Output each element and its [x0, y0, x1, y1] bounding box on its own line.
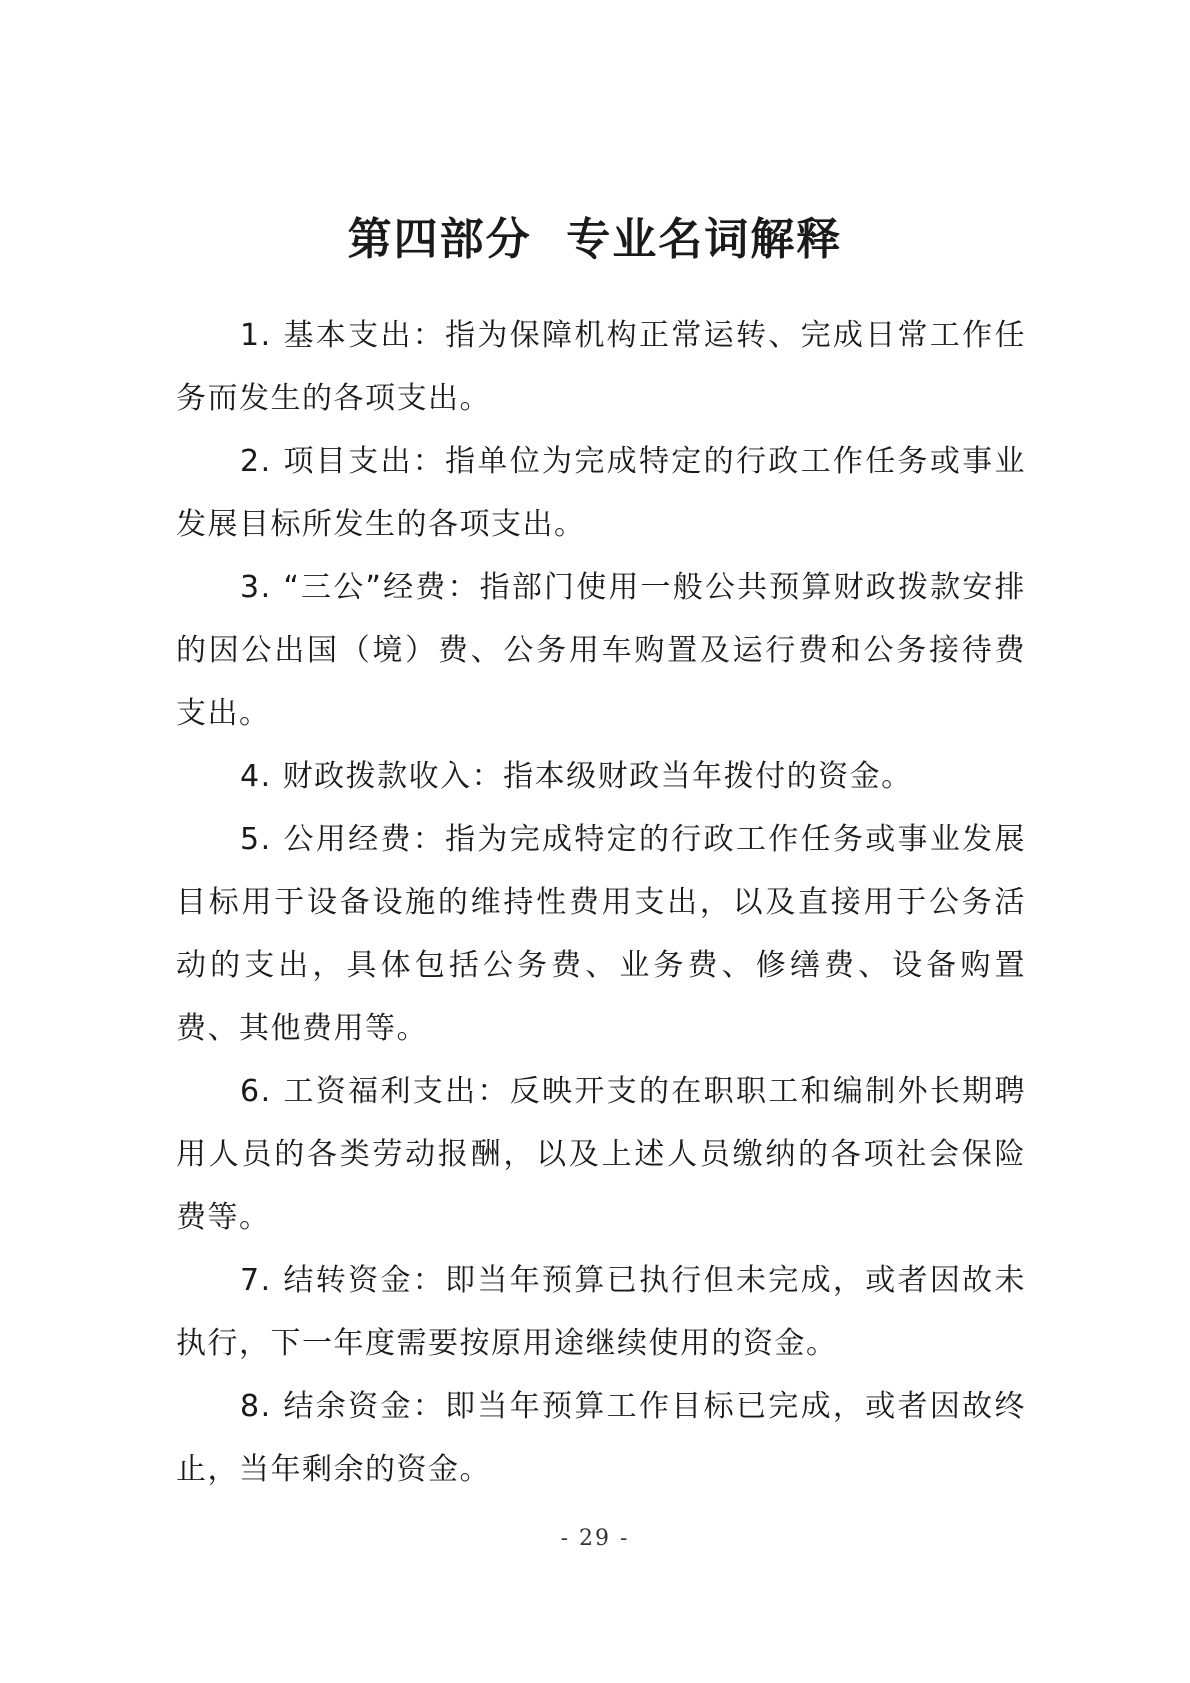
- item-number: 5.: [240, 822, 272, 857]
- definition-text: 即当年预算已执行但未完成，或者因故未执行，下一年度需要按原用途继续使用的资金。: [176, 1263, 1026, 1361]
- definition-text: 指为保障机构正常运转、完成日常工作任务而发生的各项支出。: [176, 318, 1026, 416]
- definition-term: 基本支出：: [283, 318, 446, 353]
- item-number: 4.: [240, 759, 272, 794]
- item-number: 6.: [240, 1074, 272, 1109]
- page-title: 第四部分 专业名词解释: [347, 214, 843, 265]
- item-number: 7.: [240, 1263, 272, 1298]
- definition-term: 结转资金：: [283, 1263, 446, 1298]
- definition-item-8: [176, 1375, 1026, 1501]
- definition-item-2: [176, 430, 1026, 556]
- definition-term: 结余资金：: [283, 1389, 446, 1424]
- definition-term: “三公”经费：: [283, 570, 480, 605]
- item-number: 3.: [240, 570, 272, 605]
- definition-text: 反映开支的在职职工和编制外长期聘用人员的各类劳动报酬，以及上述人员缴纳的各项社会保险费等。: [176, 1074, 1026, 1235]
- definition-term: 财政拨款收入：: [282, 759, 504, 794]
- definition-term: 工资福利支出：: [283, 1074, 510, 1109]
- definition-text: 指本级财政当年拨付的资金。: [503, 759, 913, 794]
- definition-text: 指单位为完成特定的行政工作任务或事业发展目标所发生的各项支出。: [176, 444, 1026, 542]
- definition-item-3: [176, 556, 1026, 745]
- definition-list: [176, 304, 1026, 1501]
- item-number: 2.: [240, 444, 272, 479]
- definition-term: 公用经费：: [283, 822, 446, 857]
- definition-item-6: [176, 1060, 1026, 1249]
- definition-item-1: [176, 304, 1026, 430]
- definition-item-5: [176, 808, 1026, 1060]
- item-number: 8.: [240, 1389, 272, 1424]
- page-number: - 29 -: [560, 1526, 630, 1551]
- definition-term: 项目支出：: [283, 444, 446, 479]
- definition-text: 指为完成特定的行政工作任务或事业发展目标用于设备设施的维持性费用支出，以及直接用于公务活动的支出，具体包括公务费、业务费、修缮费、设备购置费、其他费用等。: [176, 822, 1026, 1046]
- item-number: 1.: [240, 318, 272, 353]
- definition-text: 即当年预算工作目标已完成，或者因故终止，当年剩余的资金。: [176, 1389, 1026, 1487]
- definition-item-7: [176, 1249, 1026, 1375]
- definition-item-4: [176, 745, 1026, 808]
- definition-text: 指部门使用一般公共预算财政拨款安排的因公出国（境）费、公务用车购置及运行费和公务接待费支出。: [176, 570, 1026, 731]
